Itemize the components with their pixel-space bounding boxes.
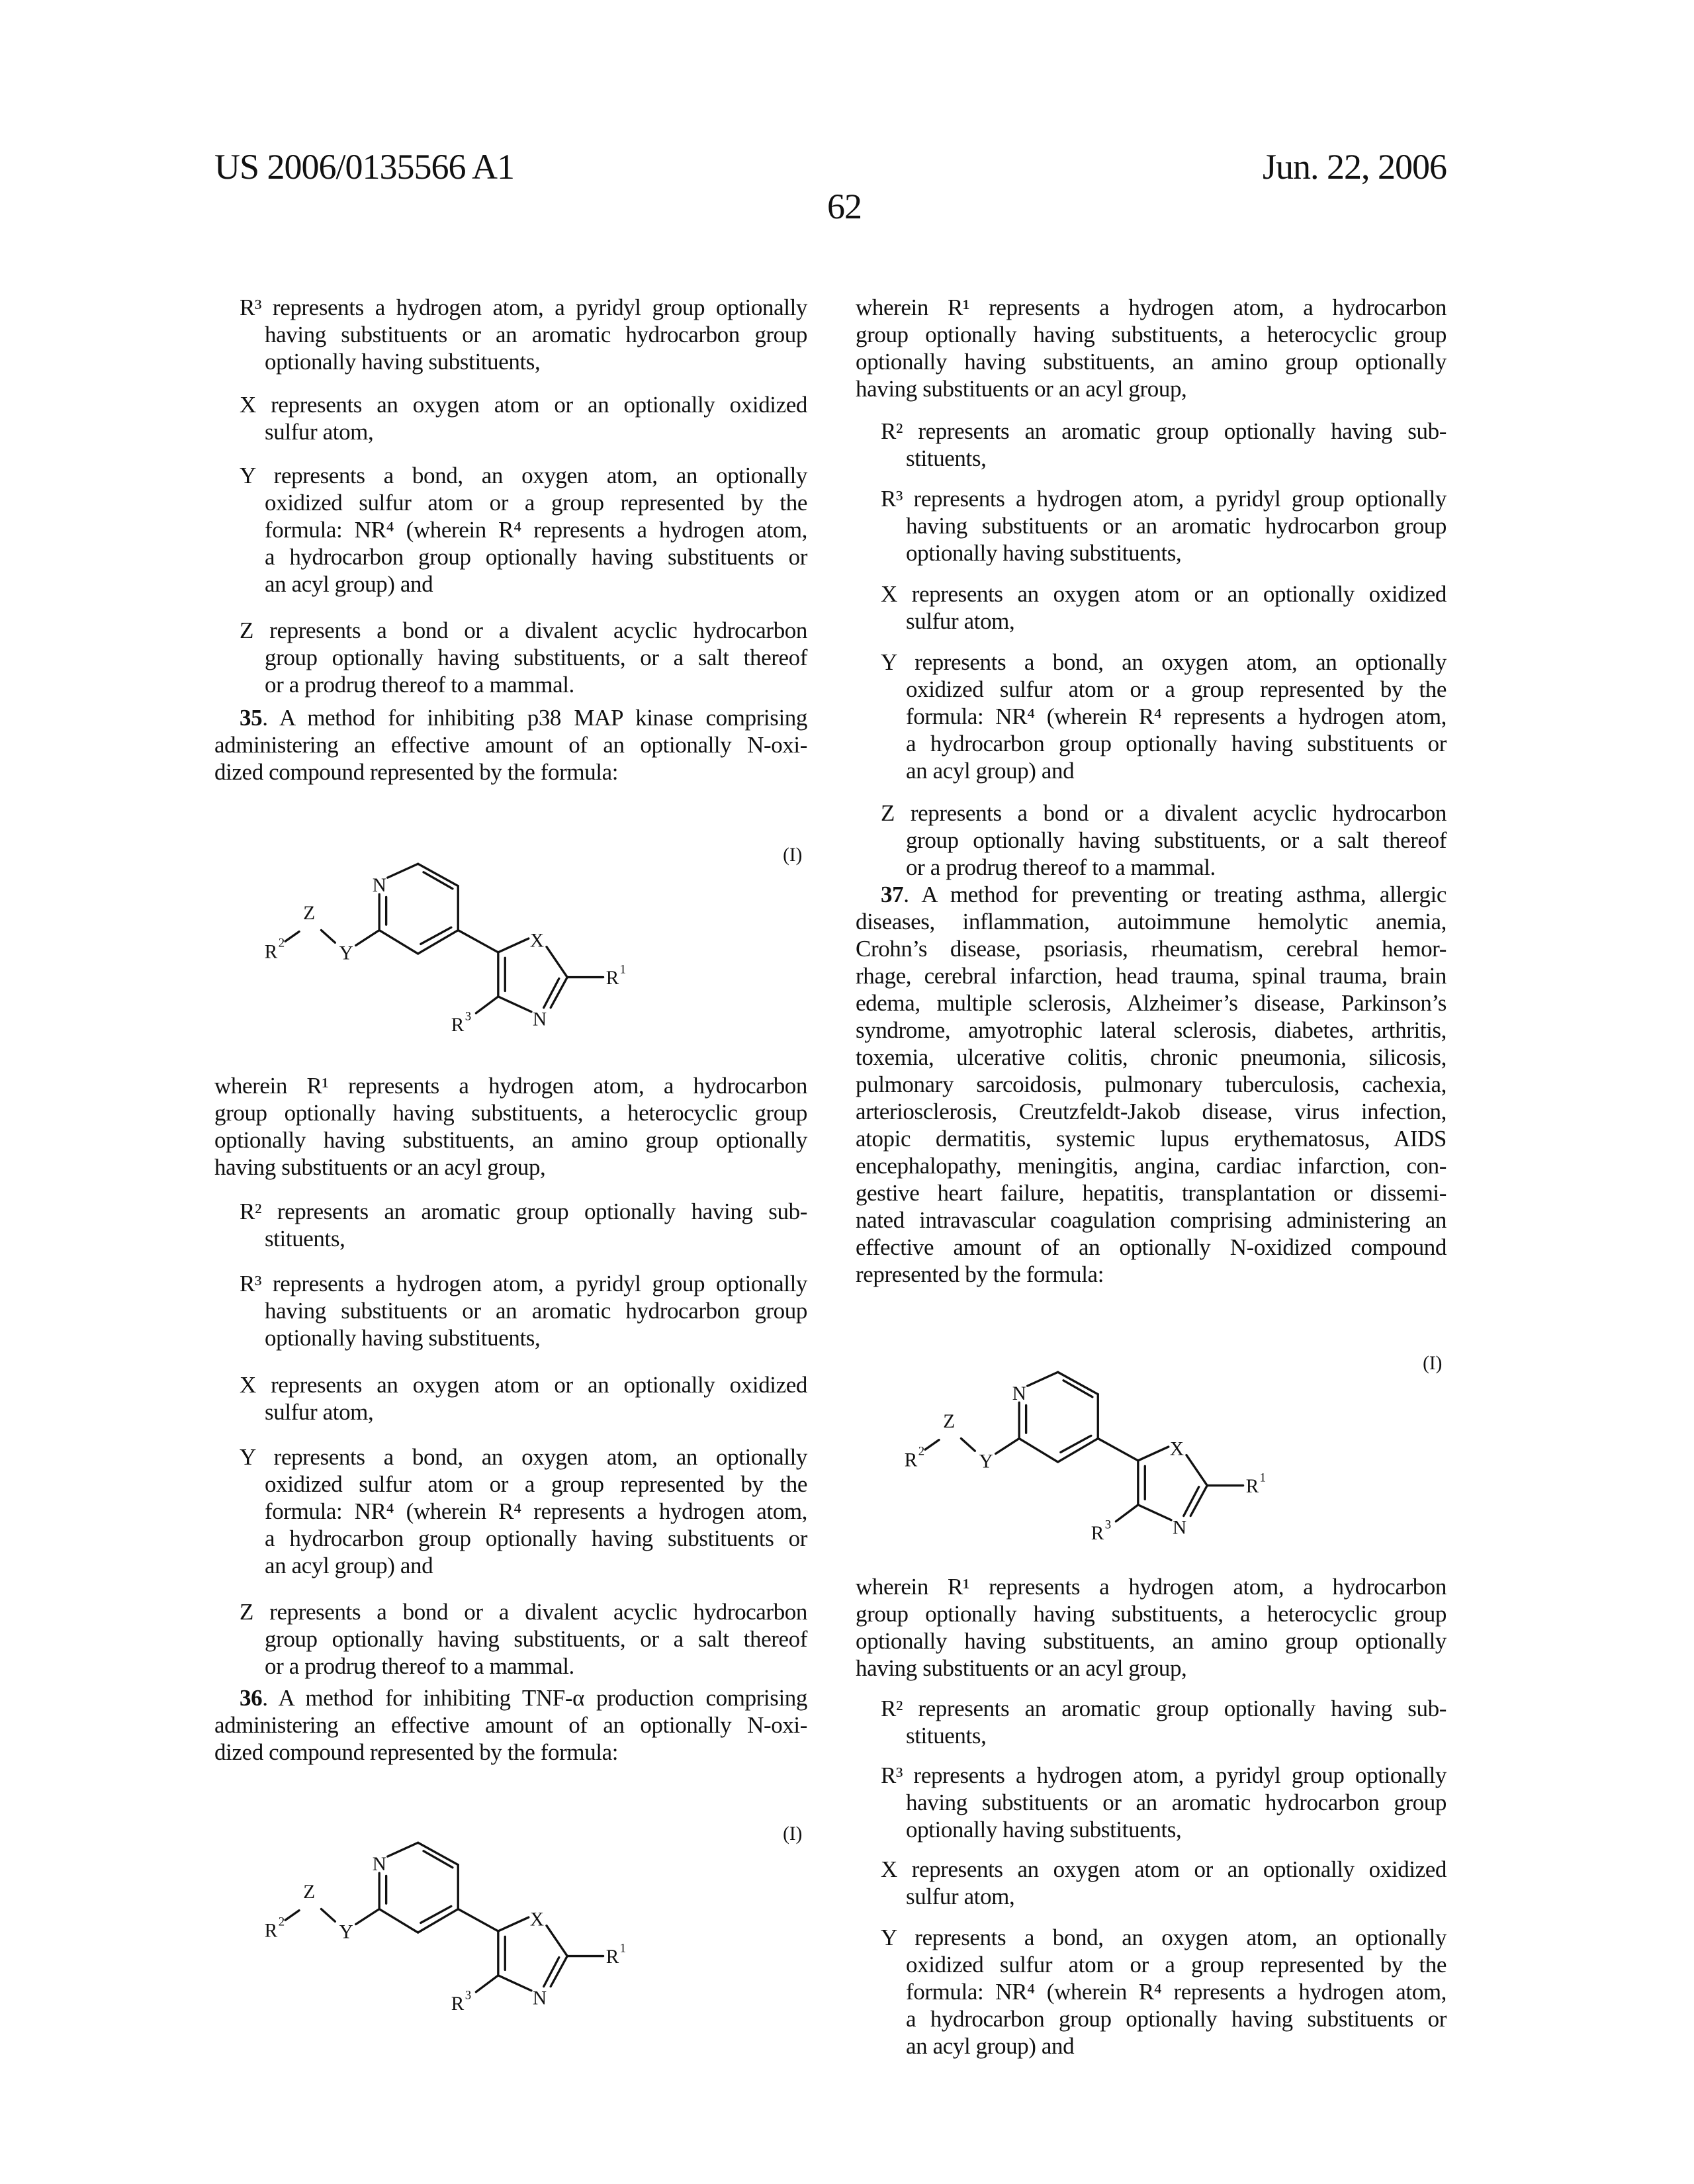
text-line: X represents an oxygen atom or an optionally oxidized — [214, 391, 807, 418]
text-line: R² represents an aromatic group optionally having sub- — [856, 1695, 1447, 1722]
bond-line — [498, 938, 529, 952]
text-line: a hydrocarbon group optionally having substituents or — [214, 1525, 807, 1552]
r1-superscript: 1 — [1260, 1471, 1266, 1484]
r1-superscript: 1 — [620, 962, 626, 976]
bond-line — [1028, 1372, 1058, 1386]
ring-nitrogen-label: N — [373, 1854, 386, 1875]
claim-number: 36 — [240, 1685, 262, 1711]
text-line: having substituents or an acyl group, — [214, 1154, 807, 1181]
text-line: encephalopathy, meningitis, angina, cardiac infarction, con- — [856, 1152, 1447, 1179]
text-line: group optionally having substituents, a heterocyclic group — [214, 1099, 807, 1126]
bond-line — [476, 1976, 498, 1992]
definition-x — [214, 391, 807, 445]
text-line: administering an effective amount of an optionally N-oxi- — [214, 1711, 807, 1739]
bond-line — [388, 1843, 418, 1856]
claim-text: . A method for inhibiting TNF-α production comprising — [262, 1685, 807, 1711]
publication-date: Jun. 22, 2006 — [1263, 147, 1447, 187]
text-line: having substituents or an aromatic hydrocarbon group — [856, 1789, 1447, 1816]
r1-superscript: 1 — [620, 1941, 626, 1955]
definition-x — [214, 1371, 807, 1426]
text-line: wherein R¹ represents a hydrogen atom, a hydrocarbon — [856, 294, 1447, 321]
text-line: optionally having substituents, an amino group optionally — [214, 1126, 807, 1154]
r2-superscript: 2 — [918, 1445, 924, 1459]
bond-line — [321, 931, 335, 943]
bond-line — [388, 864, 418, 878]
definition-z — [214, 1598, 807, 1680]
text-line: atopic dermatitis, systemic lupus erythematosus, AIDS — [856, 1125, 1447, 1152]
r3-label: R — [451, 1993, 465, 2015]
text-line: sulfur atom, — [856, 1883, 1447, 1910]
bond-line — [498, 997, 531, 1012]
bond-line — [1098, 1439, 1138, 1461]
text-line: group optionally having substituents, or a salt thereof — [856, 827, 1447, 854]
text-line: represented by the formula: — [856, 1261, 1447, 1288]
claim-number: 37 — [881, 882, 903, 907]
r3-superscript: 3 — [465, 1009, 471, 1023]
bond-line — [551, 978, 567, 1008]
text-line: pulmonary sarcoidosis, pulmonary tuberculosis, cachexia, — [856, 1071, 1447, 1098]
text-line: formula: NR⁴ (wherein R⁴ represents a hydrogen atom, — [214, 516, 807, 543]
text-line: formula: NR⁴ (wherein R⁴ represents a hydrogen atom, — [856, 703, 1447, 730]
text-line: group optionally having substituents, or a salt thereof — [214, 644, 807, 671]
bond-line — [925, 1440, 939, 1450]
text-line: a hydrocarbon group optionally having substituents or — [856, 2005, 1447, 2032]
page-number: 62 — [827, 187, 862, 226]
text-line: gestive heart failure, hepatitis, transplantation or dissemi- — [856, 1179, 1447, 1206]
bond-line — [458, 1909, 498, 1931]
definition-r2 — [856, 1695, 1447, 1749]
text-line: oxidized sulfur atom or a group represented by the — [856, 1951, 1447, 1978]
text-line: an acyl group) and — [214, 570, 807, 598]
definition-y — [214, 1443, 807, 1579]
r3-superscript: 3 — [1105, 1518, 1111, 1531]
ring-nitrogen-label: N — [373, 875, 386, 896]
formula-number-label: (I) — [783, 1823, 802, 1844]
claim-number: 35 — [240, 705, 262, 731]
text-line: Y represents a bond, an oxygen atom, an optionally — [856, 1924, 1447, 1951]
text-line: having substituents or an aromatic hydrocarbon group — [214, 1297, 807, 1324]
x-label: X — [530, 1909, 544, 1931]
text-line: oxidized sulfur atom or a group represented by the — [214, 489, 807, 516]
r3-label: R — [451, 1015, 465, 1036]
text-line: edema, multiple sclerosis, Alzheimer’s disease, Parkinson’s — [856, 989, 1447, 1017]
r1-label: R — [1246, 1476, 1259, 1497]
r3-label: R — [1091, 1523, 1104, 1544]
text-line: having substituents or an aromatic hydrocarbon group — [856, 512, 1447, 539]
text-line: a hydrocarbon group optionally having substituents or — [856, 730, 1447, 757]
text-line: having substituents or an acyl group, — [856, 1655, 1447, 1682]
bond-line — [498, 1917, 529, 1931]
r2-label: R — [905, 1449, 918, 1471]
text-line: administering an effective amount of an optionally N-oxi- — [214, 731, 807, 758]
bond-line — [1186, 1455, 1207, 1486]
text-line: R² represents an aromatic group optionally having sub- — [856, 418, 1447, 445]
claim-35 — [214, 704, 807, 786]
definition-r3 — [214, 1270, 807, 1351]
thiazole-nitrogen-label: N — [533, 1988, 547, 2009]
text-line: stituents, — [856, 445, 1447, 472]
text-line: sulfur atom, — [214, 1398, 807, 1426]
claim-37 — [856, 881, 1447, 1288]
text-line: wherein R¹ represents a hydrogen atom, a hydrocarbon — [214, 1072, 807, 1099]
text-line: R³ represents a hydrogen atom, a pyridyl group optionally — [214, 294, 807, 321]
bond-line — [498, 1976, 531, 1991]
z-label: Z — [303, 903, 315, 924]
definition-r3 — [856, 1762, 1447, 1843]
text-line: Y represents a bond, an oxygen atom, an optionally — [214, 462, 807, 489]
text-line — [856, 881, 1447, 908]
text-line: dized compound represented by the formula: — [214, 1739, 807, 1766]
text-line: optionally having substituents, — [214, 348, 807, 375]
bond-line — [379, 1909, 418, 1933]
r2-label: R — [265, 1920, 278, 1941]
claim-text: . A method for inhibiting p38 MAP kinase comprising — [262, 705, 807, 731]
ring-nitrogen-label: N — [1012, 1383, 1026, 1404]
bond-line — [544, 1958, 559, 1987]
bond-line — [356, 931, 380, 946]
z-label: Z — [943, 1411, 955, 1432]
text-line: nated intravascular coagulation comprising administering an — [856, 1206, 1447, 1234]
text-line: having substituents or an aromatic hydrocarbon group — [214, 321, 807, 348]
text-line: or a prodrug thereof to a mammal. — [856, 854, 1447, 881]
text-line: R³ represents a hydrogen atom, a pyridyl group optionally — [856, 485, 1447, 512]
bond-line — [1019, 1439, 1057, 1463]
definition-x — [856, 580, 1447, 635]
definition-y — [214, 462, 807, 598]
r1-label: R — [606, 968, 619, 989]
definition-r1 — [856, 294, 1447, 402]
text-line: or a prodrug thereof to a mammal. — [214, 1653, 807, 1680]
text-line: R² represents an aromatic group optionally having sub- — [214, 1198, 807, 1225]
chemical-structure-formula-i — [263, 1823, 817, 2010]
text-line: optionally having substituents, — [214, 1324, 807, 1351]
bond-line — [458, 931, 498, 952]
text-line: stituents, — [214, 1225, 807, 1252]
text-line: rhage, cerebral infarction, head trauma, spinal trauma, brain — [856, 962, 1447, 989]
text-line: R³ represents a hydrogen atom, a pyridyl group optionally — [214, 1270, 807, 1297]
chemical-structure-formula-i — [903, 1353, 1456, 1539]
text-line: X represents an oxygen atom or an optionally oxidized — [856, 1856, 1447, 1883]
bond-line — [418, 1843, 459, 1864]
text-line: an acyl group) and — [856, 2032, 1447, 2060]
text-line: optionally having substituents, an amino group optionally — [856, 348, 1447, 375]
bond-line — [1138, 1505, 1171, 1520]
bond-line — [547, 1926, 567, 1956]
bond-line — [551, 1956, 567, 1987]
text-line: formula: NR⁴ (wherein R⁴ represents a hydrogen atom, — [856, 1978, 1447, 2005]
r2-superscript: 2 — [279, 1915, 285, 1929]
claim-36 — [214, 1684, 807, 1766]
definition-r1 — [856, 1573, 1447, 1682]
text-line: diseases, inflammation, autoimmune hemolytic anemia, — [856, 908, 1447, 935]
text-line: X represents an oxygen atom or an optionally oxidized — [856, 580, 1447, 608]
bond-line — [1116, 1505, 1137, 1522]
text-line: a hydrocarbon group optionally having substituents or — [214, 543, 807, 570]
y-label: Y — [339, 1921, 353, 1942]
bond-line — [996, 1439, 1020, 1454]
definition-r1 — [214, 1072, 807, 1181]
definition-z — [214, 617, 807, 698]
definition-x — [856, 1856, 1447, 1910]
bond-line — [285, 1911, 299, 1921]
patent-number: US 2006/0135566 A1 — [214, 147, 514, 187]
z-label: Z — [303, 1882, 315, 1903]
text-line: having substituents or an acyl group, — [856, 375, 1447, 402]
bond-line — [356, 1909, 380, 1925]
bond-line — [544, 979, 559, 1008]
formula-number-label: (I) — [783, 844, 802, 866]
text-line: wherein R¹ represents a hydrogen atom, a hydrocarbon — [856, 1573, 1447, 1600]
y-label: Y — [979, 1451, 993, 1472]
r2-label: R — [265, 941, 278, 962]
text-line: arteriosclerosis, Creutzfeldt-Jakob disease, virus infection, — [856, 1098, 1447, 1125]
definition-r2 — [214, 1198, 807, 1252]
bond-line — [1190, 1486, 1207, 1516]
text-line: group optionally having substituents, a heterocyclic group — [856, 1600, 1447, 1627]
text-line: group optionally having substituents, a heterocyclic group — [856, 321, 1447, 348]
text-line: stituents, — [856, 1722, 1447, 1749]
r3-superscript: 3 — [465, 1988, 471, 2002]
bond-line — [476, 997, 498, 1013]
text-line: group optionally having substituents, or a salt thereof — [214, 1625, 807, 1653]
bond-line — [961, 1439, 975, 1451]
text-line: formula: NR⁴ (wherein R⁴ represents a hydrogen atom, — [214, 1498, 807, 1525]
text-line: R³ represents a hydrogen atom, a pyridyl group optionally — [856, 1762, 1447, 1789]
bond-line — [418, 864, 459, 886]
y-label: Y — [339, 942, 353, 964]
text-line — [214, 704, 807, 731]
definition-y — [856, 649, 1447, 784]
text-line: Z represents a bond or a divalent acyclic hydrocarbon — [214, 1598, 807, 1625]
text-line: Y represents a bond, an oxygen atom, an optionally — [214, 1443, 807, 1471]
bond-line — [379, 931, 418, 954]
bond-line — [285, 932, 299, 942]
text-line: oxidized sulfur atom or a group represented by the — [214, 1471, 807, 1498]
definition-y — [856, 1924, 1447, 2060]
formula-number-label: (I) — [1423, 1353, 1442, 1374]
chemical-structure-formula-i — [263, 844, 817, 1031]
bond-line — [547, 947, 567, 978]
text-line: sulfur atom, — [856, 608, 1447, 635]
text-line: sulfur atom, — [214, 418, 807, 445]
text-line: Z represents a bond or a divalent acyclic hydrocarbon — [856, 799, 1447, 827]
text-line: an acyl group) and — [856, 757, 1447, 784]
text-line: or a prodrug thereof to a mammal. — [214, 671, 807, 698]
text-line: oxidized sulfur atom or a group represented by the — [856, 676, 1447, 703]
bond-line — [1138, 1447, 1169, 1461]
text-line: Z represents a bond or a divalent acyclic hydrocarbon — [214, 617, 807, 644]
r1-label: R — [606, 1946, 619, 1968]
text-line: toxemia, ulcerative colitis, chronic pneumonia, silicosis, — [856, 1044, 1447, 1071]
claim-text: . A method for preventing or treating asthma, allergic — [903, 882, 1447, 907]
text-line — [214, 1684, 807, 1711]
text-line: X represents an oxygen atom or an optionally oxidized — [214, 1371, 807, 1398]
x-label: X — [530, 931, 544, 952]
definition-r2 — [856, 418, 1447, 472]
r2-superscript: 2 — [279, 936, 285, 950]
definition-r3 — [214, 294, 807, 375]
text-line: Y represents a bond, an oxygen atom, an optionally — [856, 649, 1447, 676]
text-line: effective amount of an optionally N-oxidized compound — [856, 1234, 1447, 1261]
text-line: dized compound represented by the formula: — [214, 758, 807, 786]
text-line: optionally having substituents, — [856, 1816, 1447, 1843]
x-label: X — [1170, 1439, 1184, 1460]
definition-z — [856, 799, 1447, 881]
bond-line — [321, 1909, 335, 1922]
text-line: an acyl group) and — [214, 1552, 807, 1579]
text-line: optionally having substituents, an amino group optionally — [856, 1627, 1447, 1655]
bond-line — [1058, 1372, 1098, 1394]
text-line: Crohn’s disease, psoriasis, rheumatism, cerebral hemor- — [856, 935, 1447, 962]
text-line: optionally having substituents, — [856, 539, 1447, 567]
bond-line — [1184, 1487, 1199, 1516]
definition-r3 — [856, 485, 1447, 567]
text-line: syndrome, amyotrophic lateral sclerosis, diabetes, arthritis, — [856, 1017, 1447, 1044]
thiazole-nitrogen-label: N — [1173, 1518, 1186, 1539]
thiazole-nitrogen-label: N — [533, 1009, 547, 1030]
